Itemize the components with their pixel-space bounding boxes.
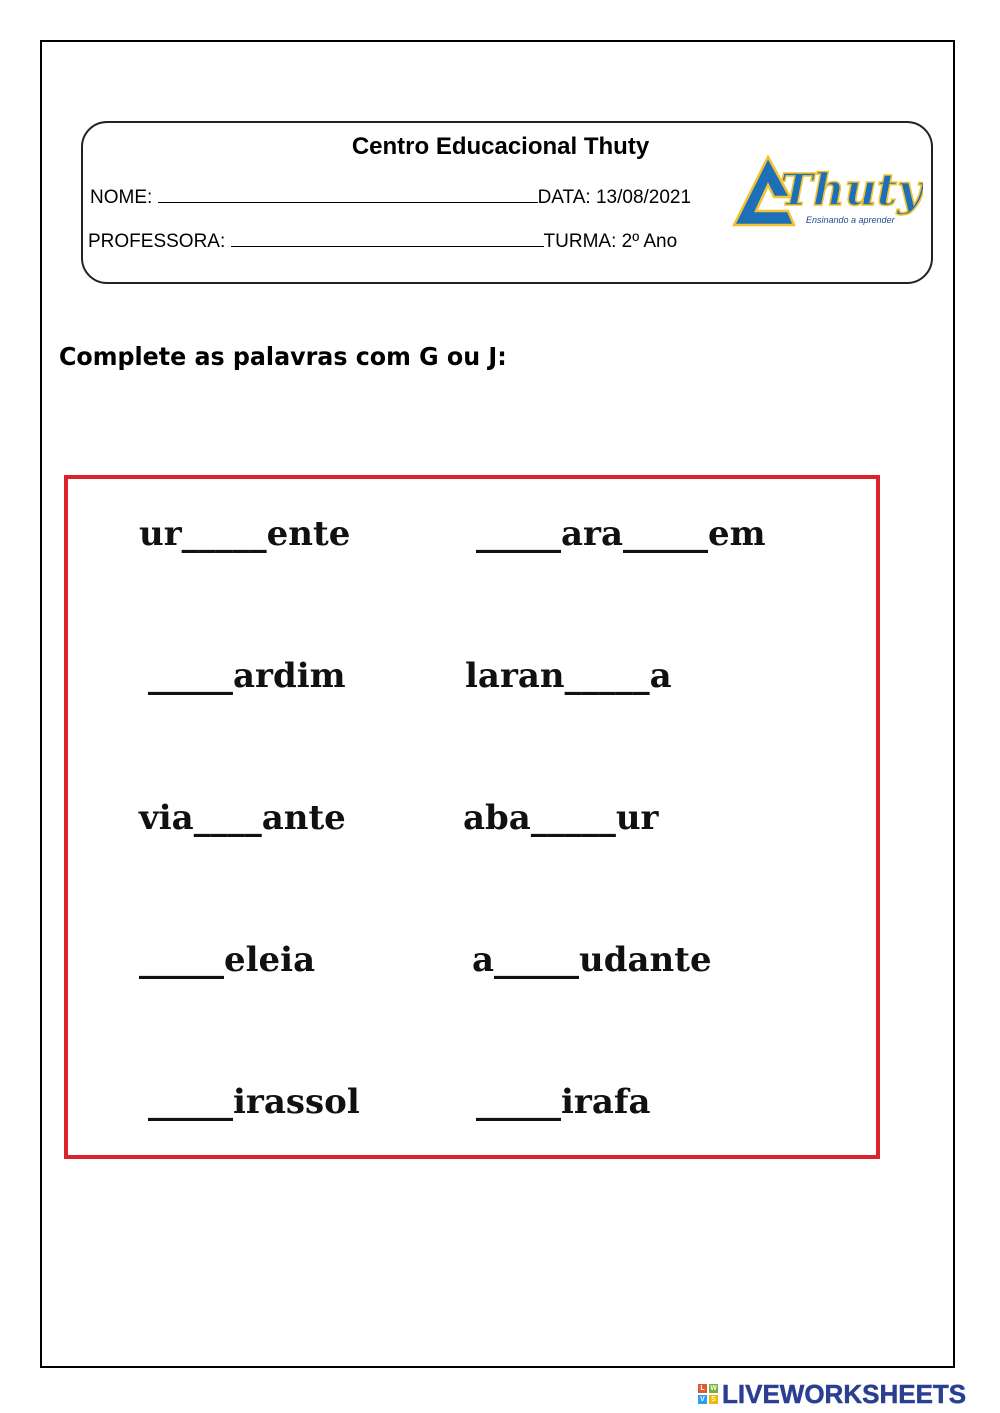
data-label: DATA: 13/08/2021 [537,187,692,208]
logo-tagline: Ensinando a aprender [806,215,895,225]
word-item[interactable]: aba_____ur [463,798,659,838]
nome-label: NOME: [90,187,158,208]
nome-blank[interactable] [158,184,538,203]
instruction-text: Complete as palavras com G ou J: [59,342,507,371]
header-box [81,121,933,284]
thuty-logo [728,145,923,235]
professora-field[interactable] [88,228,677,253]
word-item[interactable]: a_____udante [472,940,712,980]
logo-text: Thuty [780,165,923,216]
word-item[interactable]: ur_____ente [139,514,351,554]
school-name: Centro Educacional Thuty [351,133,650,160]
professora-blank[interactable] [231,228,544,247]
nome-field[interactable] [90,184,691,209]
word-item[interactable]: via____ante [139,798,346,838]
word-item[interactable]: _____ardim [148,656,346,696]
liveworksheets-logo-icon: L W V S [698,1384,718,1404]
professora-label: PROFESSORA: [88,231,231,252]
word-item[interactable]: _____ara_____em [476,514,766,554]
liveworksheets-text: LIVEWORKSHEETS [722,1378,967,1409]
word-item[interactable]: _____irassol [148,1082,360,1122]
word-item[interactable]: _____eleia [139,940,316,980]
word-item[interactable]: _____irafa [476,1082,651,1122]
liveworksheets-brand[interactable] [698,1380,966,1408]
turma-label: TURMA: 2º Ano [543,231,678,252]
word-item[interactable]: laran_____a [465,656,672,696]
